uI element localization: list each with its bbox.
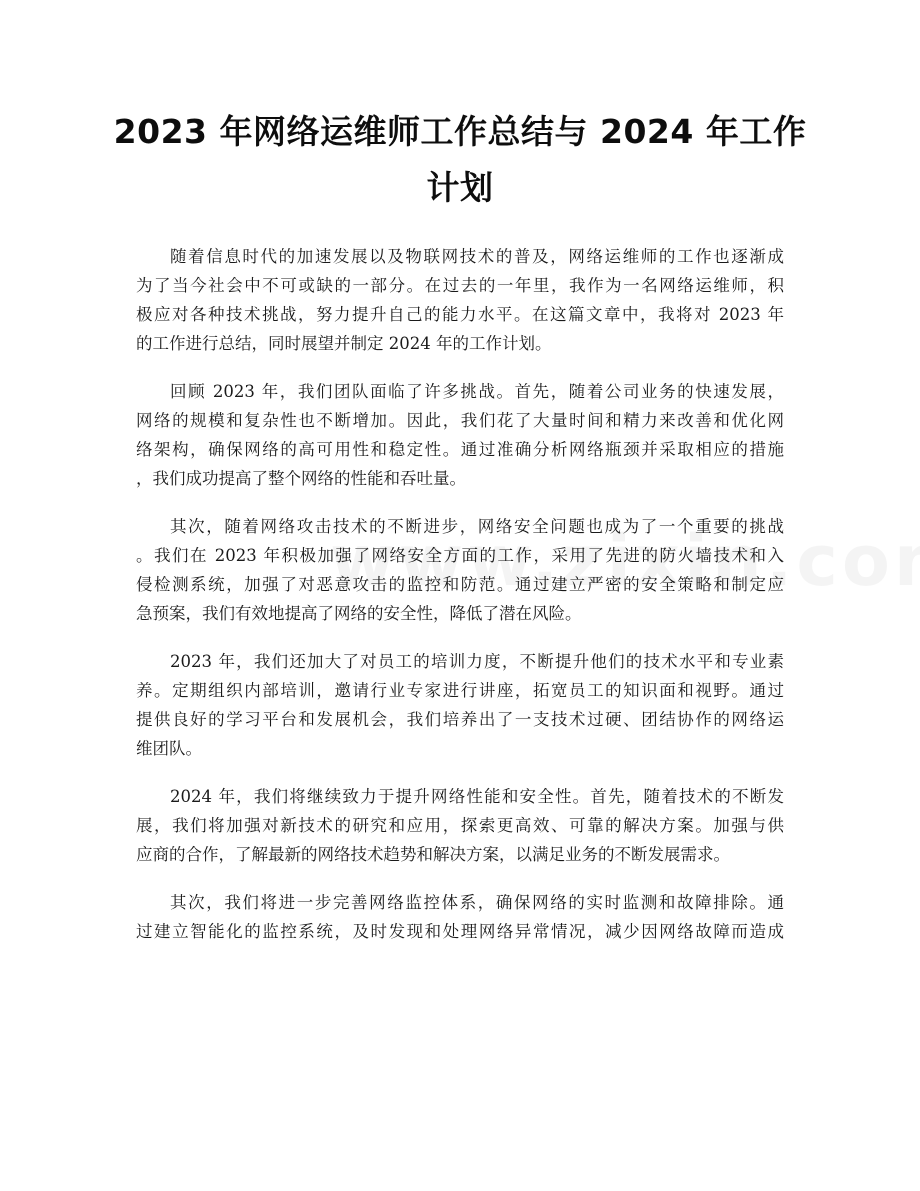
body-paragraph: [136, 647, 784, 763]
paragraph-line: 其次，随着网络攻击技术的不断进步，网络安全问题也成为了一个重要的挑战: [170, 517, 784, 536]
body-paragraph: [136, 512, 784, 628]
title-line-1: 2023 年网络运维师工作总结与 2024 年工作: [113, 112, 807, 151]
title-line-2: 计划: [426, 168, 494, 207]
paragraph-line: 侵检测系统，加强了对恶意攻击的监控和防范。通过建立严密的安全策略和制定应: [136, 575, 784, 594]
paragraph-line: 养。定期组织内部培训，邀请行业专家进行讲座，拓宽员工的知识面和视野。通过: [136, 681, 784, 700]
paragraph-line: 为了当今社会中不可或缺的一部分。在过去的一年里，我作为一名网络运维师，积: [136, 276, 784, 295]
paragraph-line: 络架构，确保网络的高可用性和稳定性。通过准确分析网络瓶颈并采取相应的措施: [136, 440, 784, 459]
paragraph-line: 回顾 2023 年，我们团队面临了许多挑战。首先，随着公司业务的快速发展，: [170, 382, 784, 401]
body-paragraph: [136, 888, 784, 946]
paragraph-line: 网络的规模和复杂性也不断增加。因此，我们花了大量时间和精力来改善和优化网: [136, 411, 784, 430]
paragraph-line: 。我们在 2023 年积极加强了网络安全方面的工作，采用了先进的防火墙技术和入: [136, 546, 784, 565]
body-paragraph: [136, 782, 784, 869]
body-paragraph: [136, 242, 784, 358]
paragraph-line: 过建立智能化的监控系统，及时发现和处理网络异常情况，减少因网络故障而造成: [136, 922, 784, 941]
body-paragraph: [136, 377, 784, 493]
paragraph-line: 随着信息时代的加速发展以及物联网技术的普及，网络运维师的工作也逐渐成: [170, 247, 784, 266]
paragraph-line: ，我们成功提高了整个网络的性能和吞吐量。: [136, 469, 466, 488]
paragraph-line: 2023 年，我们还加大了对员工的培训力度，不断提升他们的技术水平和专业素: [170, 652, 784, 671]
paragraph-line: 应商的合作，了解最新的网络技术趋势和解决方案，以满足业务的不断发展需求。: [136, 845, 730, 864]
document-title: [110, 104, 810, 216]
document-body: [136, 242, 784, 965]
paragraph-line: 极应对各种技术挑战，努力提升自己的能力水平。在这篇文章中，我将对 2023 年: [136, 305, 784, 324]
paragraph-line: 展，我们将加强对新技术的研究和应用，探索更高效、可靠的解决方案。加强与供: [136, 816, 784, 835]
paragraph-line: 的工作进行总结，同时展望并制定 2024 年的工作计划。: [136, 334, 552, 353]
paragraph-line: 其次，我们将进一步完善网络监控体系，确保网络的实时监测和故障排除。通: [170, 893, 784, 912]
paragraph-line: 2024 年，我们将继续致力于提升网络性能和安全性。首先，随着技术的不断发: [170, 787, 784, 806]
paragraph-line: 提供良好的学习平台和发展机会，我们培养出了一支技术过硬、团结协作的网络运: [136, 710, 784, 729]
paragraph-line: 维团队。: [136, 739, 202, 758]
paragraph-line: 急预案，我们有效地提高了网络的安全性，降低了潜在风险。: [136, 604, 582, 623]
